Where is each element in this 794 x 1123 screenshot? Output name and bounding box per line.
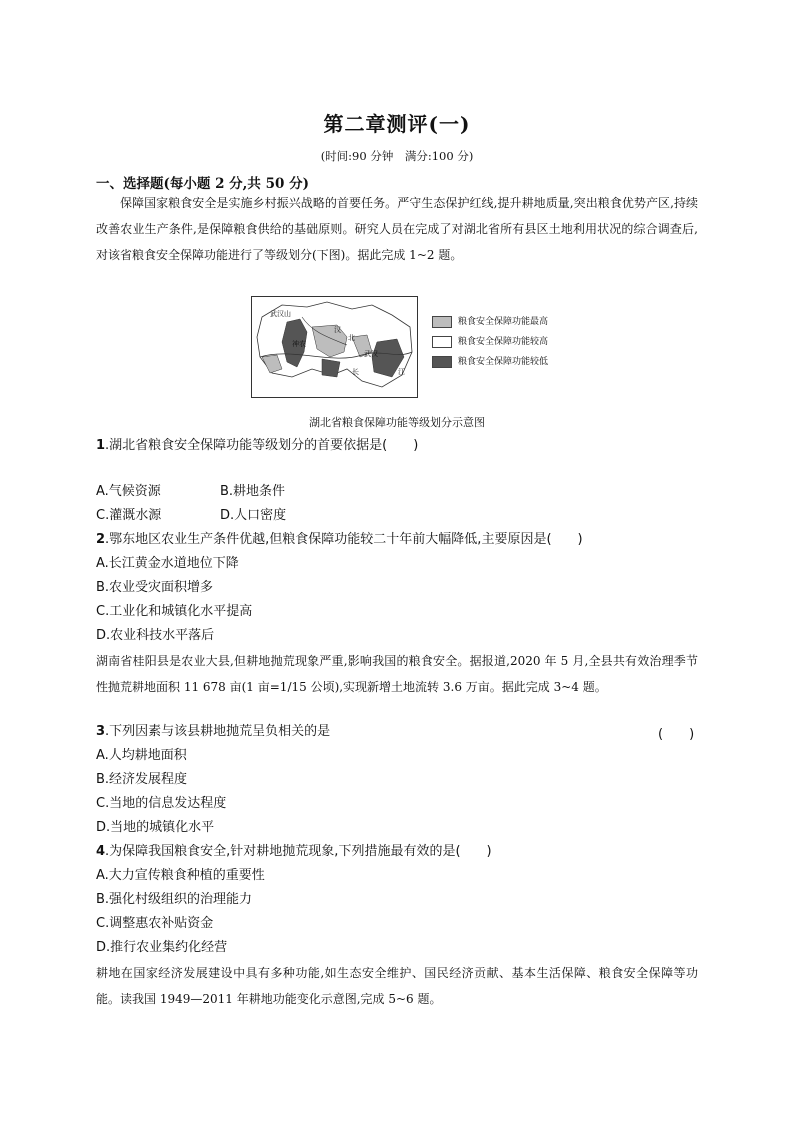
map-label: 江 bbox=[398, 368, 405, 376]
option-c[interactable]: C.灌溉水源 bbox=[96, 508, 162, 523]
option-a[interactable]: A.气候资源 bbox=[96, 484, 161, 499]
option-c[interactable]: C.当地的信息发达程度 bbox=[96, 796, 227, 811]
map-label: 长 bbox=[352, 368, 359, 376]
option-d[interactable]: D.农业科技水平落后 bbox=[96, 628, 215, 643]
exam-info: (时间:90 分钟 满分:100 分) bbox=[320, 149, 474, 163]
legend-swatch bbox=[432, 316, 452, 328]
question-text: .为保障我国粮食安全,针对耕地抛荒现象,下列措施最有效的是( ) bbox=[105, 844, 492, 859]
legend-label: 粮食安全保障功能最高 bbox=[458, 317, 549, 327]
legend-swatch bbox=[432, 336, 452, 348]
option-c[interactable]: C.调整惠农补贴资金 bbox=[96, 916, 214, 931]
option-a[interactable]: A.长江黄金水道地位下降 bbox=[96, 556, 239, 571]
legend-item bbox=[432, 354, 548, 368]
legend-item bbox=[432, 334, 548, 348]
page-title: 第二章测评(一) bbox=[323, 112, 471, 136]
figure-caption: 湖北省粮食保障功能等级划分示意图 bbox=[309, 416, 485, 429]
question-1 bbox=[96, 434, 698, 458]
option-d[interactable]: D.当地的城镇化水平 bbox=[96, 820, 215, 835]
legend-label: 粮食安全保障功能较高 bbox=[458, 337, 549, 347]
question-number: 2 bbox=[96, 532, 106, 547]
option-a[interactable]: A.大力宣传粮食种植的重要性 bbox=[96, 868, 265, 883]
option-b[interactable]: B.农业受灾面积增多 bbox=[96, 580, 214, 595]
option-b[interactable]: B.强化村级组织的治理能力 bbox=[96, 892, 253, 907]
map-label: 武汉 bbox=[364, 350, 378, 358]
question-3 bbox=[96, 720, 698, 744]
hubei-map bbox=[251, 296, 418, 398]
map-label: 神农 bbox=[292, 340, 306, 348]
question-number: 4 bbox=[96, 844, 106, 859]
question-2 bbox=[96, 528, 698, 552]
question-4 bbox=[96, 840, 698, 864]
option-b[interactable]: B.耕地条件 bbox=[220, 484, 286, 499]
option-a[interactable]: A.人均耕地面积 bbox=[96, 748, 187, 763]
option-c[interactable]: C.工业化和城镇化水平提高 bbox=[96, 604, 253, 619]
question-text: .鄂东地区农业生产条件优越,但粮食保障功能较二十年前大幅降低,主要原因是( ) bbox=[105, 532, 583, 547]
section-heading: 一、选择题(每小题 2 分,共 50 分) bbox=[96, 176, 309, 192]
legend-swatch bbox=[432, 356, 452, 368]
map-label: 北 bbox=[348, 334, 355, 342]
map-label: 武汉山 bbox=[270, 310, 291, 318]
question-text: .湖北省粮食安全保障功能等级划分的首要依据是( ) bbox=[105, 438, 419, 453]
question-number: 3 bbox=[96, 724, 106, 739]
question-number: 1 bbox=[96, 438, 106, 453]
legend-label: 粮食安全保障功能较低 bbox=[458, 357, 549, 367]
passage-1: 保障国家粮食安全是实施乡村振兴战略的首要任务。严守生态保护红线,提升耕地质量,突出粮食优势产区,持续改善农业生产条件,是保障粮食供给的基础原则。研究人员在完成了对湖北省所有县区土地利用状况的综合调查后,对该省粮食安全保障功能进行了等级划分(下图)。据此完成 1~2 题。 bbox=[96, 196, 698, 262]
passage-3: 耕地在国家经济发展建设中具有多种功能,如生态安全维护、国民经济贡献、基本生活保障、粮食安全保障等功能。读我国 1949—2011 年耕地功能变化示意图,完成 5~6 题。 bbox=[96, 966, 698, 1006]
option-b[interactable]: B.经济发展程度 bbox=[96, 772, 188, 787]
option-d[interactable]: D.推行农业集约化经营 bbox=[96, 940, 228, 955]
passage-2: 湖南省桂阳县是农业大县,但耕地抛荒现象严重,影响我国的粮食安全。据报道,2020 年 5 月,全县共有效治理季节性抛荒耕地面积 11 678 亩(1 亩=1/15 公顷),实现新增土地流转 3.6 万亩。据此完成 3~4 题。 bbox=[96, 654, 698, 694]
answer-blank: ( ) bbox=[658, 727, 695, 742]
map-label: 汉 bbox=[334, 326, 341, 334]
legend-item bbox=[432, 314, 548, 328]
option-d[interactable]: D.人口密度 bbox=[220, 508, 287, 523]
question-text: .下列因素与该县耕地抛荒呈负相关的是 bbox=[105, 724, 331, 739]
